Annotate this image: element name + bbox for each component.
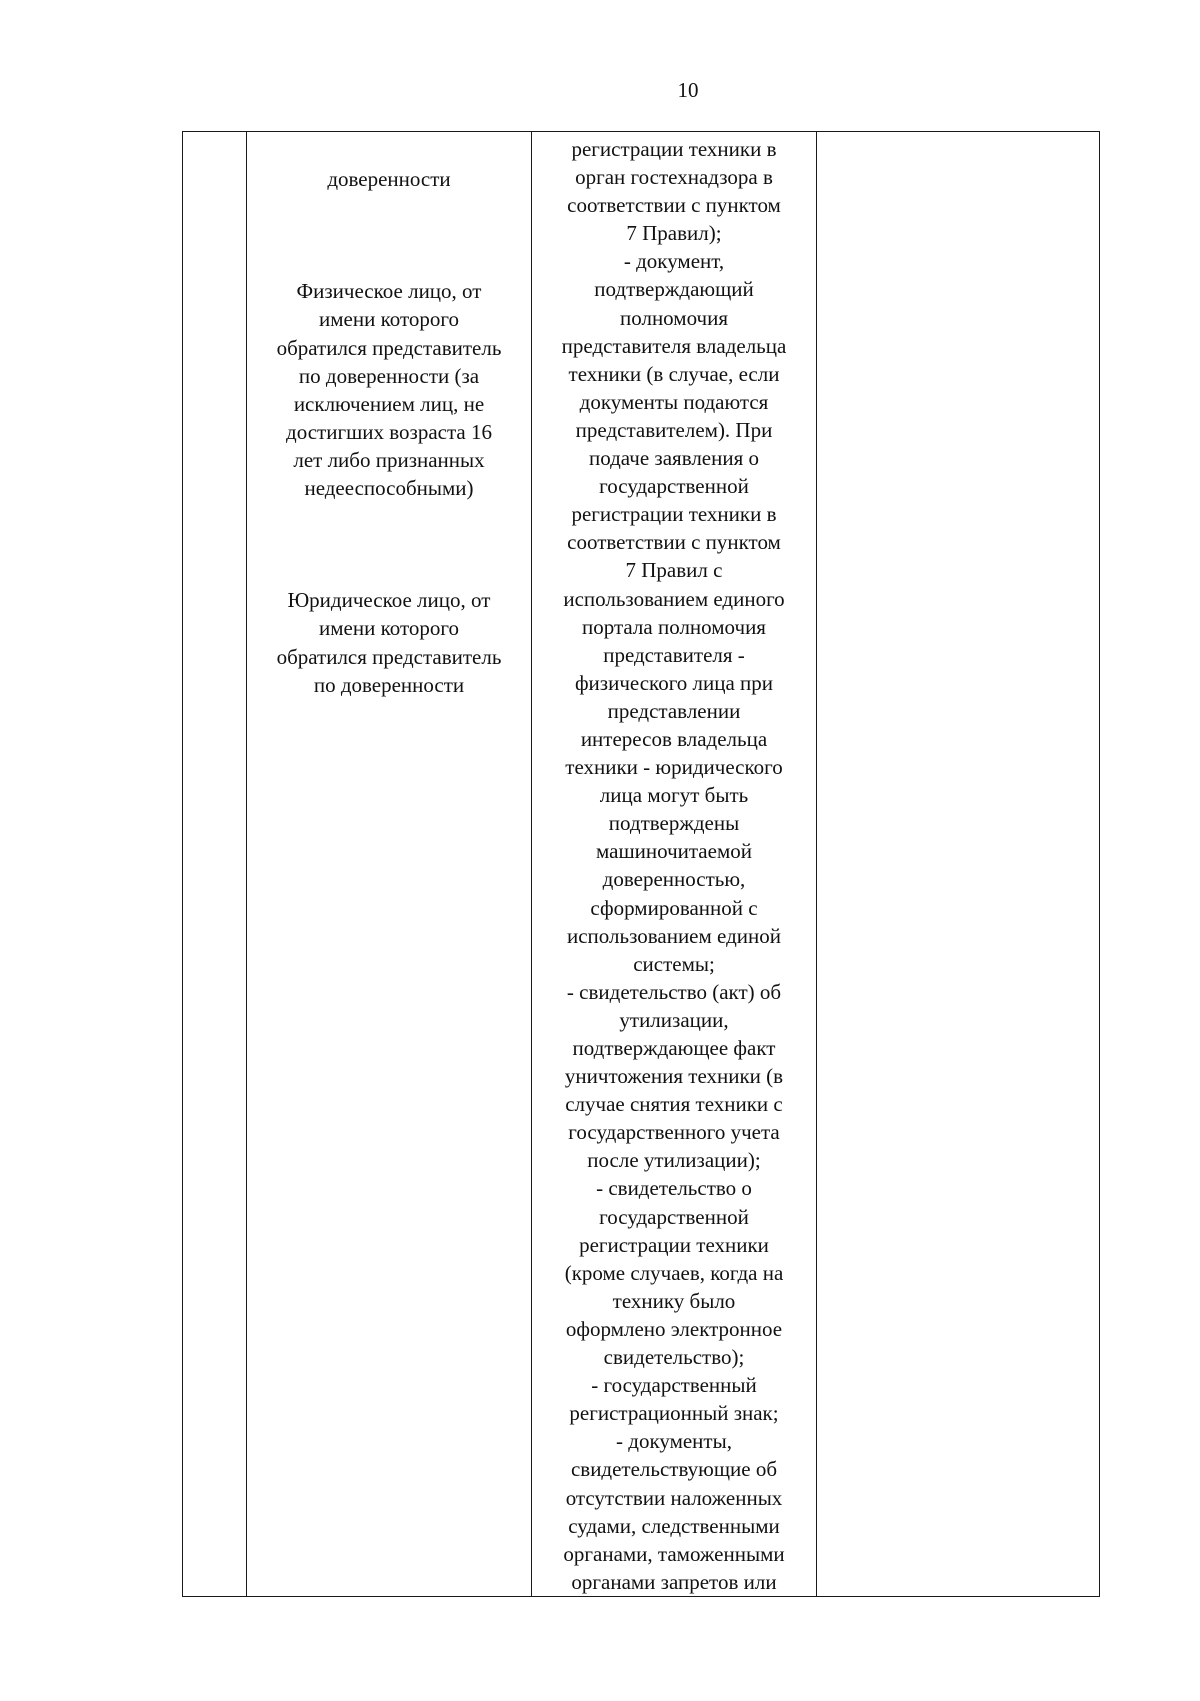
document-table	[182, 131, 1100, 1597]
page-number: 10	[677, 78, 699, 102]
table-cell-documents	[532, 132, 817, 1597]
table-cell-number	[183, 132, 247, 1597]
table-cell-applicants	[247, 132, 532, 1597]
documents-text: регистрации техники в орган гостехнадзора в соответствии с пунктом 7 Правил); - документ, подтверждающий полномочия представителя владельца техники (в случае, если документы подаются представителем). При подаче заявления о государственной регистрации техники в соответствии с пунктом 7 Правил с использованием единого портала полномочия представителя - физического лица при представлении интересов владельца техники - юридического лица могут быть подтверждены машиночитаемой доверенностью, сформированной с использованием единой системы; - свидетельство (акт) об утилизации, подтверждающее факт уничтожения техники (в случае снятия техники с государственного учета после утилизации); - свидетельство о государственной регистрации техники (кроме случаев, когда на технику было оформлено электронное свидетельство); - государственный регистрационный знак; - документы, свидетельствующие об отсутствии наложенных судами, следственными органами, таможенными органами запретов или	[561, 137, 787, 1594]
table-row	[183, 132, 1100, 1597]
applicant-text-3: Юридическое лицо, от имени которого обратился представитель по доверенности	[276, 588, 502, 697]
applicant-text-1: доверенности	[327, 167, 451, 192]
applicant-text-2: Физическое лицо, от имени которого обратился представитель по доверенности (за исключением лиц, не достигших возраста 16 лет либо признанных недееспособными)	[276, 279, 502, 501]
table-cell-notes	[817, 132, 1100, 1597]
